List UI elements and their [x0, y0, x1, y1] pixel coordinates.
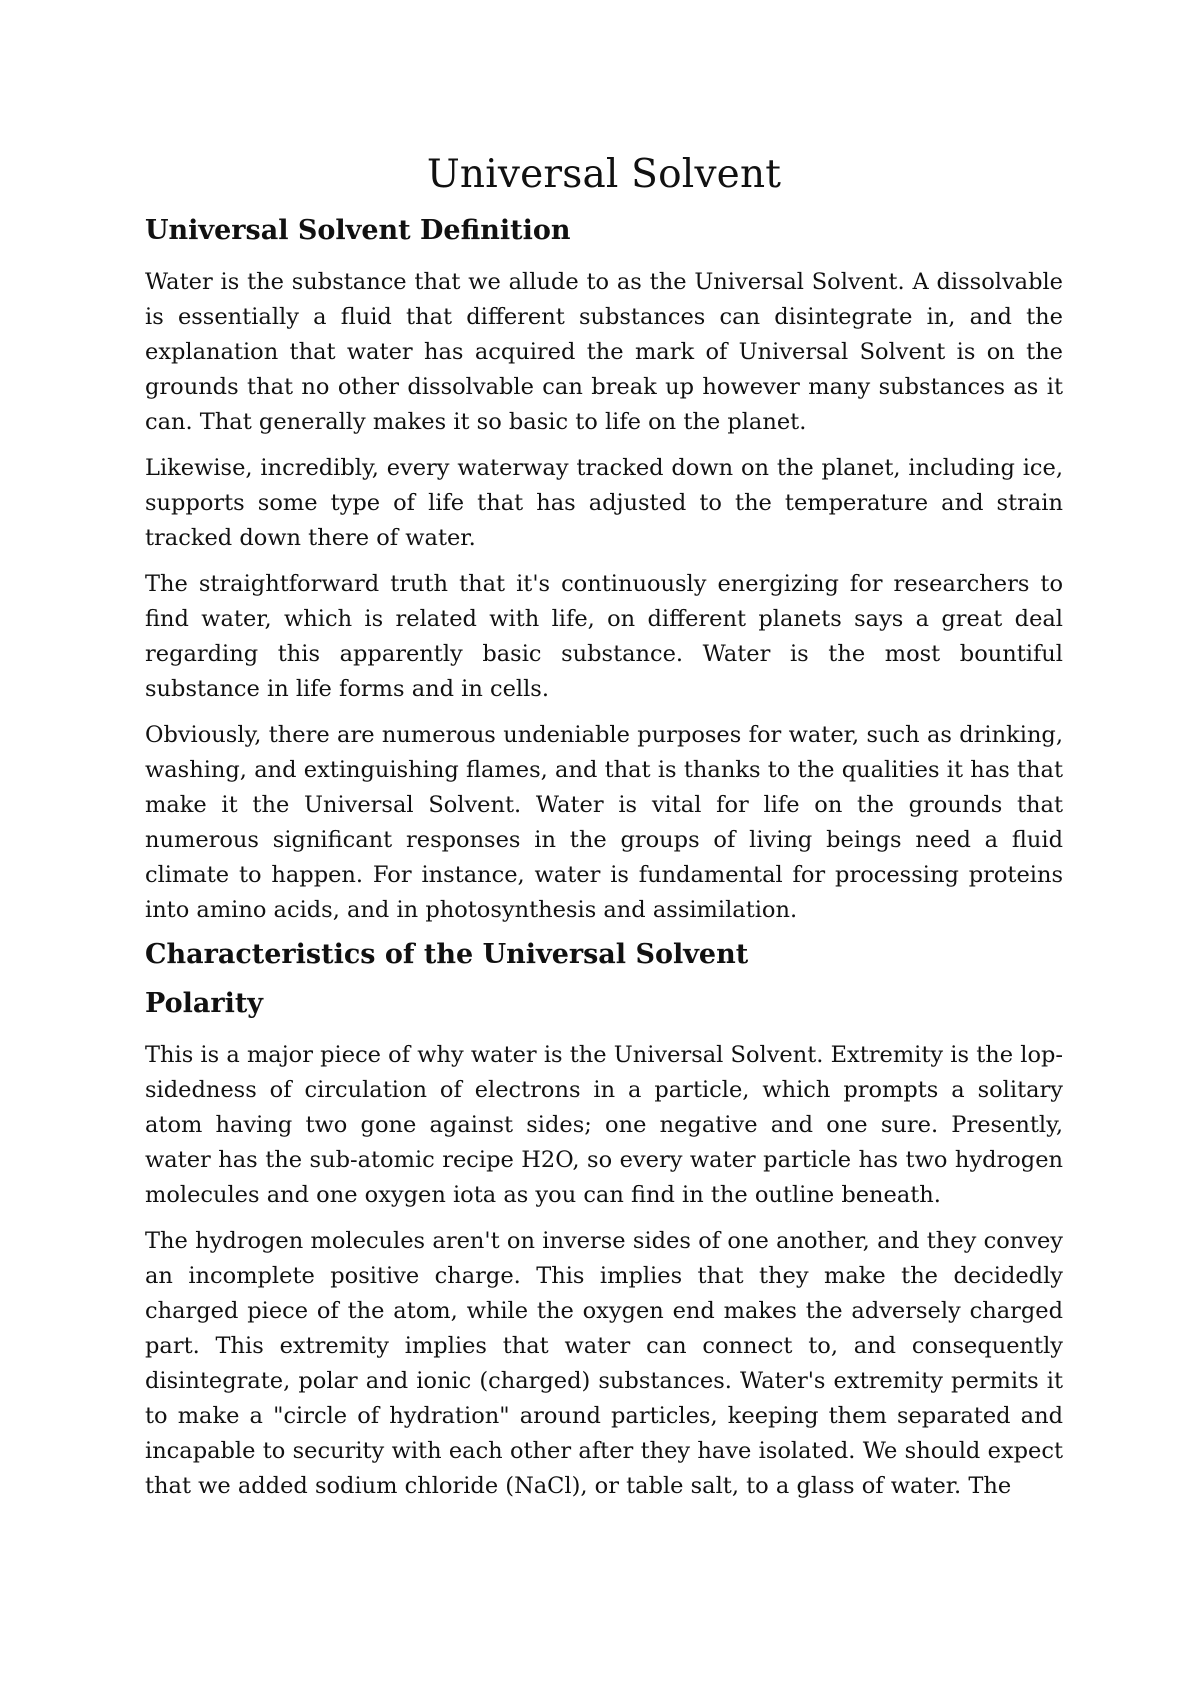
paragraph: Obviously, there are numerous undeniable purposes for water, such as drinking, washing, and extinguishing flames, and that is thanks to the qualities it has that make it the Universal Solvent. Water is vital for life on the grounds that numerous significant responses in the groups of living beings need a fluid climate to happen. For instance, water is fundamental for processing proteins into amino acids, and in photosynthesis and assimilation. — [145, 722, 1063, 924]
paragraph: This is a major piece of why water is the Universal Solvent. Extremity is the lop-sidedness of circulation of electrons in a particle, which prompts a solitary atom having two gone against sides; one negative and one sure. Presently, water has the sub-atomic recipe H2O, so every water particle has two hydrogen molecules and one oxygen iota as you can find in the outline beneath. — [145, 1041, 1063, 1208]
paragraph: Water is the substance that we allude to as the Universal Solvent. A dissolvable is essentially a fluid that different substances can disintegrate in, and the explanation that water has acquired the mark of Universal Solvent is on the grounds that no other dissolvable can break up however many substances as it can. That generally makes it so basic to life on the planet. — [145, 269, 1063, 436]
paragraph: Likewise, incredibly, every waterway tracked down on the planet, including ice, supports some type of life that has adjusted to the temperature and strain tracked down there of water. — [145, 455, 1063, 552]
section-heading-polarity: Polarity — [145, 987, 263, 1019]
section-heading-definition: Universal Solvent Definition — [145, 214, 571, 246]
paragraph: The hydrogen molecules aren't on inverse sides of one another, and they convey an incomplete positive charge. This implies that they make the decidedly charged piece of the atom, while the oxygen end makes the adversely charged part. This extremity implies that water can connect to, and consequently disintegrate, polar and ionic (charged) substances. Water's extremity permits it to make a "circle of hydration" around particles, keeping them separated and incapable to security with each other after they have isolated. We should expect that we added sodium chloride (NaCl), or table salt, to a glass of water. The — [145, 1227, 1063, 1499]
paragraph: The straightforward truth that it's continuously energizing for researchers to find water, which is related with life, on different planets says a great deal regarding this apparently basic substance. Water is the most bountiful substance in life forms and in cells. — [145, 571, 1063, 703]
section-heading-characteristics: Characteristics of the Universal Solvent — [145, 939, 749, 971]
document-title: Universal Solvent — [426, 152, 782, 197]
